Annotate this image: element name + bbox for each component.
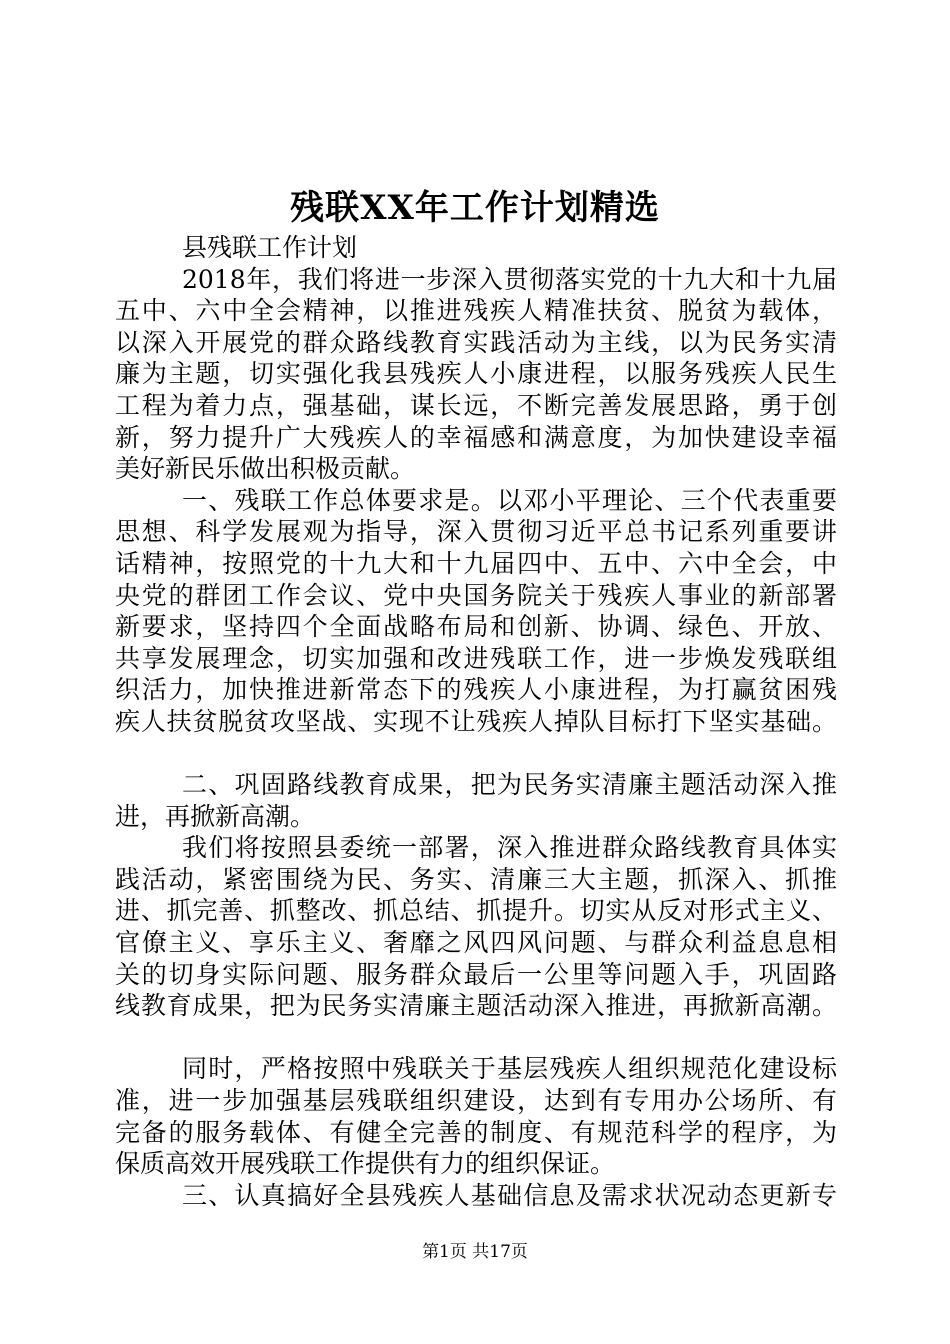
document-title: 残联XX年工作计划精选 [290, 188, 660, 228]
text-line: 央党的群团工作会议、党中央国务院关于残疾人事业的新部署 [115, 580, 837, 610]
text-line: 新要求，坚持四个全面战略布局和创新、协调、绿色、开放、 [115, 612, 837, 642]
text-line: 话精神，按照党的十九大和十九届四中、五中、六中全会，中 [115, 548, 837, 578]
text-line: 共享发展理念，切实加强和改进残联工作，进一步焕发残联组 [115, 643, 837, 673]
document-body [115, 232, 837, 1211]
text-line: 县残联工作计划 [182, 233, 358, 262]
text-line: 工程为着力点，强基础，谋长远，不断完善发展思路，勇于创 [115, 390, 837, 420]
text-line: 织活力，加快推进新常态下的残疾人小康进程，为打赢贫困残 [115, 675, 837, 705]
text-line: 一、残联工作总体要求是。以邓小平理论、三个代表重要 [182, 485, 837, 515]
text-line: 保质高效开展残联工作提供有力的组织保证。 [115, 1149, 616, 1179]
text-line: 2018年，我们将进一步深入贯彻落实党的十九大和十九届 [182, 264, 837, 294]
text-line: 二、巩固路线教育成果，把为民务实清廉主题活动深入推 [182, 770, 837, 800]
paragraph-gap [115, 738, 837, 770]
paragraph-gap [115, 1022, 837, 1054]
text-line: 完备的服务载体、有健全完善的制度、有规范科学的程序，为 [115, 1117, 837, 1147]
text-line: 官僚主义、享乐主义、奢靡之风四风问题、与群众利益息息相 [115, 928, 837, 958]
text-line: 以深入开展党的群众路线教育实践活动为主线，以为民务实清 [115, 327, 837, 357]
page-number-footer: 第1页 共17页 [422, 1242, 528, 1262]
text-line: 同时，严格按照中残联关于基层残疾人组织规范化建设标 [182, 1054, 837, 1084]
text-line: 廉为主题，切实强化我县残疾人小康进程，以服务残疾人民生 [115, 359, 837, 389]
text-line: 美好新民乐做出积极贡献。 [115, 454, 416, 484]
text-line: 三、认真搞好全县残疾人基础信息及需求状况动态更新专 [182, 1180, 837, 1210]
text-line: 我们将按照县委统一部署，深入推进群众路线教育具体实 [182, 833, 837, 863]
text-line: 新，努力提升广大残疾人的幸福感和满意度，为加快建设幸福 [115, 422, 837, 452]
text-line: 进，再掀新高潮。 [115, 801, 316, 831]
text-line: 准，进一步加强基层残联组织建设，达到有专用办公场所、有 [115, 1086, 837, 1116]
text-line: 关的切身实际问题、服务群众最后一公里等问题入手，巩固路 [115, 959, 837, 989]
text-line: 思想、科学发展观为指导，深入贯彻习近平总书记系列重要讲 [115, 517, 837, 547]
text-line: 五中、六中全会精神，以推进残疾人精准扶贫、脱贫为载体， [115, 296, 837, 326]
text-line: 线教育成果，把为民务实清廉主题活动深入推进，再掀新高潮。 [115, 991, 837, 1021]
text-line: 践活动，紧密围绕为民、务实、清廉三大主题，抓深入、抓推 [115, 864, 837, 894]
text-line: 疾人扶贫脱贫攻坚战、实现不让残疾人掉队目标打下坚实基础。 [115, 706, 837, 736]
text-line: 进、抓完善、抓整改、抓总结、抓提升。切实从反对形式主义、 [115, 896, 837, 926]
